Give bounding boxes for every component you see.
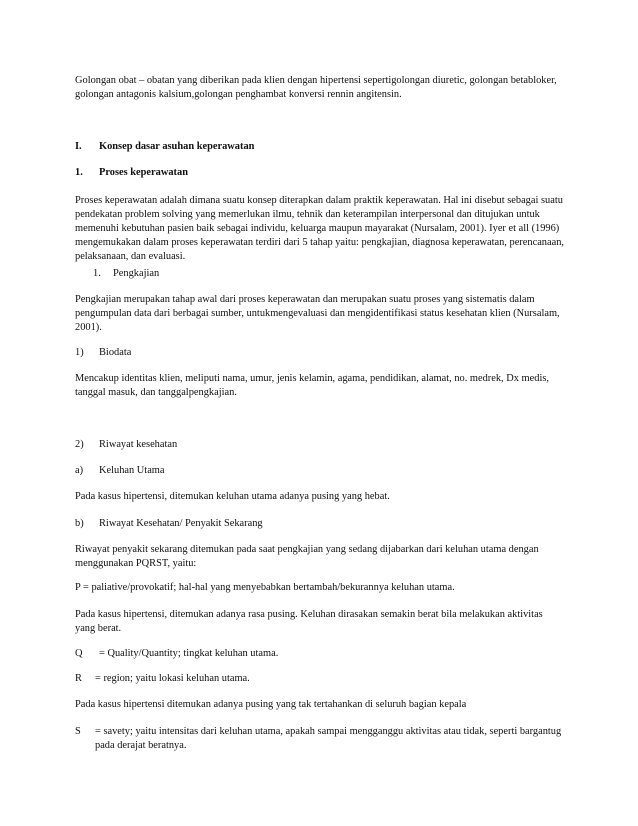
r-line (75, 672, 565, 686)
section-number: I. (75, 141, 82, 152)
keluhan-title: Keluhan Utama (99, 465, 165, 476)
sekarang-number: b) (75, 518, 84, 529)
sekarang-paragraph: Riwayat penyakit sekarang ditemukan pada saat pengkajian yang sedang dijabarkan dari keluhan utama dengan menggunakan PQRST, yaitu: (75, 544, 539, 569)
biodata-number: 1) (75, 347, 84, 358)
pengkajian-number: 1. (93, 268, 101, 279)
q-letter: Q (75, 648, 83, 659)
p-detail: Pada kasus hipertensi, ditemukan adanya rasa pusing. Keluhan dirasakan semakin berat bila melakukan aktivitas yang berat. (75, 609, 543, 634)
keluhan-heading (75, 464, 475, 478)
biodata-paragraph: Mencakup identitas klien, meliputi nama, umur, jenis kelamin, agama, pendidikan, alamat, no. medrek, Dx medis, tanggal masuk, dan tanggalpengkajian. (75, 373, 549, 398)
keluhan-number: a) (75, 465, 84, 476)
sekarang-title: Riwayat Kesehatan/ Penyakit Sekarang (99, 518, 263, 529)
pengkajian-heading (93, 267, 493, 281)
s-text: = savety; yaitu intensitas dari keluhan utama, apakah sampai mengganggu aktivitas atau tidak, seperti bargantug pada derajat beratnya. (95, 726, 562, 751)
pengkajian-paragraph: Pengkajian merupakan tahap awal dari proses keperawatan dan merupakan suatu proses yang sistematis dalam pengumpulan data dari berbagai sumber, untukmengevaluasi dan mengidentifikasi status kesehatan klien (Nursalam, 2001). (75, 294, 560, 333)
riwayat-number: 2) (75, 439, 84, 450)
r-letter: R (75, 673, 82, 684)
biodata-heading (75, 346, 475, 360)
section-heading (75, 140, 565, 154)
riwayat-heading (75, 438, 475, 452)
s-letter: S (75, 726, 81, 737)
pengkajian-title: Pengkajian (113, 268, 160, 279)
subsection-heading (75, 166, 565, 180)
intro-paragraph: Golongan obat – obatan yang diberikan pada klien dengan hipertensi sepertigolongan diuretic, golongan betabloker, golongan antagonis kalsium,golongan penghambat konversi rennin angitensin. (75, 75, 557, 100)
q-line (75, 647, 565, 661)
subsection-number: 1. (75, 167, 83, 178)
r-detail: Pada kasus hipertensi ditemukan adanya pusing yang tak tertahankan di seluruh bagian kepala (75, 699, 467, 710)
subsection-title: Proses keperawatan (99, 167, 188, 178)
p-line: P = paliative/provokatif; hal-hal yang menyebabkan bertambah/bekurannya keluhan utama. (75, 582, 455, 593)
section-title: Konsep dasar asuhan keperawatan (99, 141, 255, 152)
keluhan-paragraph: Pada kasus hipertensi, ditemukan keluhan utama adanya pusing yang hebat. (75, 491, 390, 502)
s-line (75, 725, 565, 755)
r-text: = region; yaitu lokasi keluhan utama. (95, 673, 250, 684)
biodata-title: Biodata (99, 347, 132, 358)
sekarang-heading (75, 517, 475, 531)
riwayat-title: Riwayat kesehatan (99, 439, 178, 450)
q-text: = Quality/Quantity; tingkat keluhan utama. (99, 648, 279, 659)
proses-paragraph: Proses keperawatan adalah dimana suatu konsep diterapkan dalam praktik keperawatan. Hal ini disebut sebagai suatu pendekatan problem solving yang memerlukan ilmu, tehnik dan keterampilan interpersonal dan ditujukan untuk memenuhi kebutuhan pasien baik sebagai individu, keluarga maupun mayarakat (Nursalam, 2001). Iyer et all (1996) mengemukakan dalam proses keperawatan terdiri dari 5 tahap yaitu: pengkajian, diagnosa keperawatan, perencanaan, pelaksanaan, dan evaluasi. (75, 195, 565, 262)
